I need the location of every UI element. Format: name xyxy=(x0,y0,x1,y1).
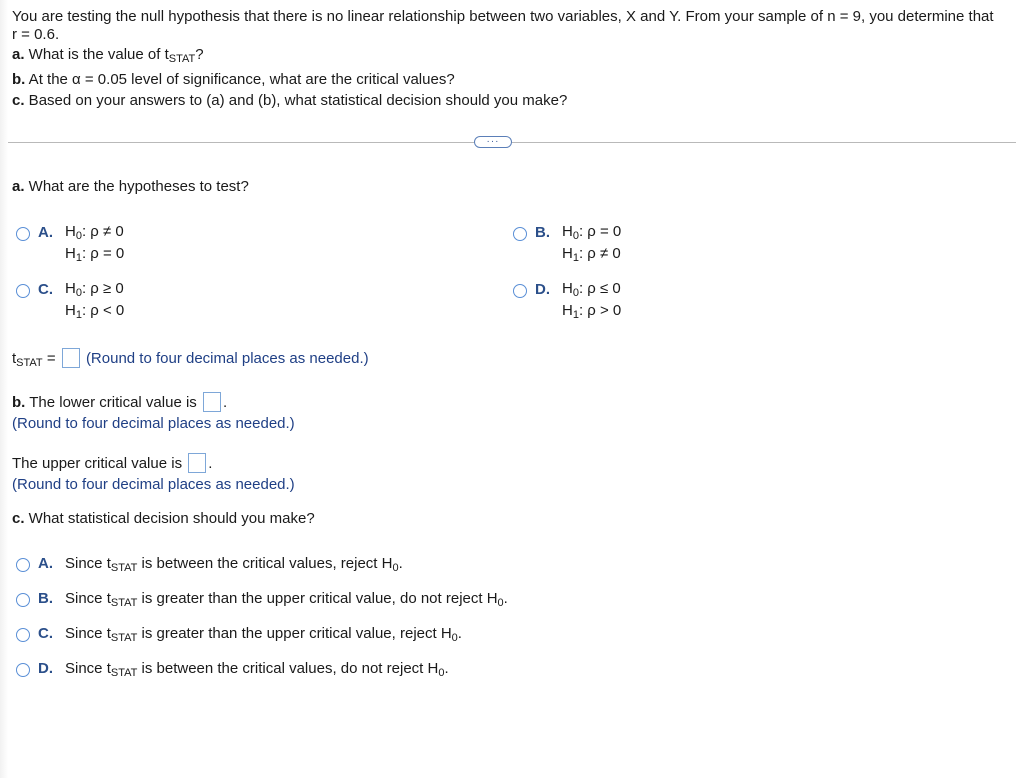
radio-c-icon[interactable] xyxy=(16,628,30,642)
question-part-b: b. At the α = 0.05 level of significance, what are the critical values? xyxy=(12,71,455,88)
lower-critical-hint: (Round to four decimal places as needed.) xyxy=(12,415,295,432)
option-letter: A. xyxy=(38,224,53,241)
left-edge-shade xyxy=(0,0,8,778)
upper-critical-input[interactable] xyxy=(188,453,206,473)
question-intro-line2: r = 0.6. xyxy=(12,26,60,43)
h1-statement: $H_1$: ρ > 0 xyxy=(562,302,622,321)
h0-statement: $H_0$: ρ ≠ 0 xyxy=(65,223,124,242)
radio-a-icon[interactable] xyxy=(16,558,30,572)
h1-statement: $H_1$: ρ ≠ 0 xyxy=(562,245,621,264)
more-dots-icon: ··· xyxy=(486,136,500,147)
question-intro-line1: You are testing the null hypothesis that there is no linear relationship between two variables, X and Y. From your sample of n = 9, you determine that xyxy=(12,8,994,25)
decision-prompt: c. What statistical decision should you make? xyxy=(12,510,315,527)
decision-text: Since $t_{STAT}$ is between the critical values, do not reject $H_0$. xyxy=(65,660,449,679)
option-letter: B. xyxy=(535,224,550,241)
option-letter: C. xyxy=(38,281,53,298)
question-part-a: a. What is the value of $t_{STAT}$? xyxy=(12,46,204,65)
tstat-label: $t_{STAT}$ = xyxy=(12,350,56,369)
h0-statement: $H_0$: ρ = 0 xyxy=(562,223,622,242)
hypotheses-prompt: a. What are the hypotheses to test? xyxy=(12,178,249,195)
expand-more-button[interactable] xyxy=(474,136,512,148)
option-letter: D. xyxy=(535,281,550,298)
h1-statement: $H_1$: ρ < 0 xyxy=(65,302,125,321)
h0-statement: $H_0$: ρ ≥ 0 xyxy=(65,280,124,299)
upper-critical-row: The upper critical value is . xyxy=(12,455,213,472)
h0-statement: $H_0$: ρ ≤ 0 xyxy=(562,280,621,299)
h1-statement: $H_1$: ρ = 0 xyxy=(65,245,125,264)
section-divider xyxy=(8,142,1016,143)
option-letter: C. xyxy=(38,625,53,642)
radio-d-icon[interactable] xyxy=(513,284,527,298)
lower-critical-row: b. The lower critical value is . xyxy=(12,394,228,411)
option-letter: D. xyxy=(38,660,53,677)
upper-critical-hint: (Round to four decimal places as needed.) xyxy=(12,476,295,493)
decision-text: Since $t_{STAT}$ is greater than the upper critical value, do not reject $H_0$. xyxy=(65,590,508,609)
option-letter: B. xyxy=(38,590,53,607)
tstat-input[interactable] xyxy=(62,348,80,368)
decision-text: Since $t_{STAT}$ is greater than the upper critical value, reject $H_0$. xyxy=(65,625,462,644)
option-letter: A. xyxy=(38,555,53,572)
tstat-hint: (Round to four decimal places as needed.) xyxy=(85,350,369,367)
lower-critical-input[interactable] xyxy=(203,392,221,412)
radio-b-icon[interactable] xyxy=(513,227,527,241)
radio-d-icon[interactable] xyxy=(16,663,30,677)
tstat-row xyxy=(12,348,369,368)
radio-b-icon[interactable] xyxy=(16,593,30,607)
decision-text: Since $t_{STAT}$ is between the critical values, reject $H_0$. xyxy=(65,555,403,574)
radio-c-icon[interactable] xyxy=(16,284,30,298)
radio-a-icon[interactable] xyxy=(16,227,30,241)
question-part-c: c. Based on your answers to (a) and (b), what statistical decision should you make? xyxy=(12,92,568,109)
